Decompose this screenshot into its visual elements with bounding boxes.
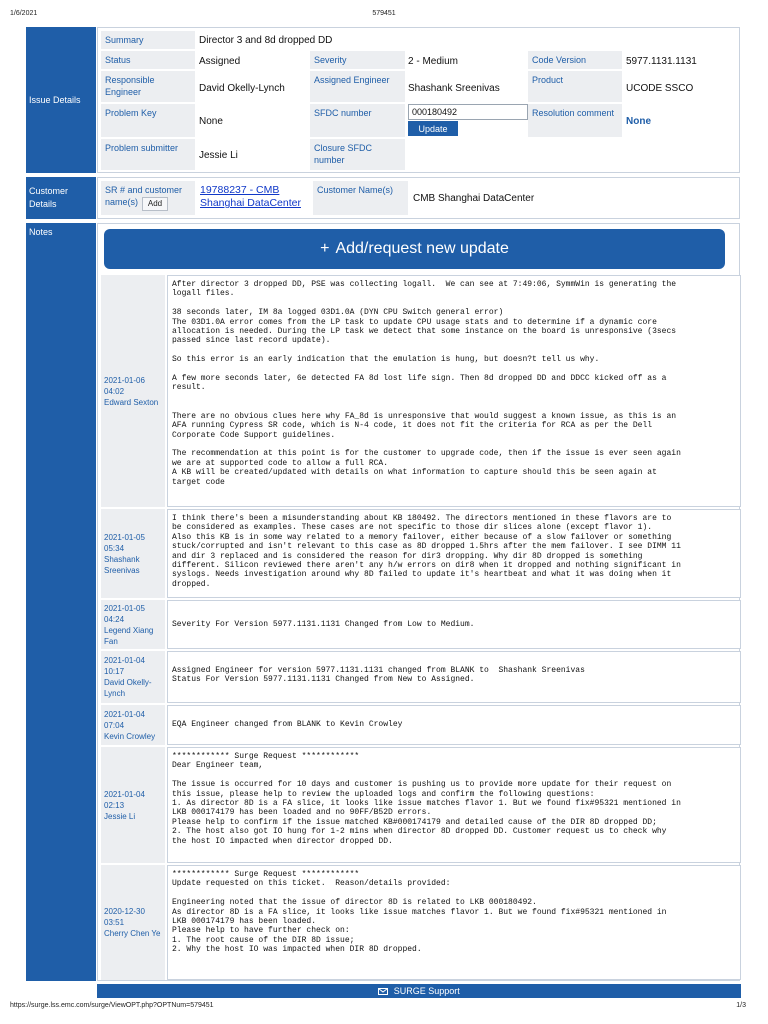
sr-link[interactable] <box>198 181 310 213</box>
summary-label: Summary <box>101 31 195 49</box>
note-date: 2021-01-04 <box>104 789 145 799</box>
section-issue-details: Issue Details <box>26 27 96 173</box>
print-date: 1/6/2021 <box>10 10 38 17</box>
resolution-comment-value[interactable]: None <box>626 116 651 127</box>
note-time: 10:17 <box>104 667 125 676</box>
note-author: Legend Xiang Fan <box>104 625 154 646</box>
note-date: 2021-01-05 <box>104 532 145 542</box>
note-item <box>101 705 741 745</box>
note-time: 02:13 <box>104 800 125 810</box>
note-date: 2021-01-04 <box>104 656 145 665</box>
note-author: Jessie Li <box>104 811 136 821</box>
surge-support-link[interactable] <box>97 984 741 998</box>
add-request-update-button[interactable] <box>104 229 725 269</box>
assigned-engineer-label: Assigned Engineer <box>310 71 405 102</box>
assigned-engineer-value: Shashank Sreenivas <box>408 83 500 94</box>
note-date: 2021-01-04 <box>104 709 145 719</box>
sr-link-text[interactable]: 19788237 - CMB Shanghai DataCenter <box>200 184 301 209</box>
note-time: 03:51 <box>104 918 125 927</box>
note-text: Assigned Engineer for version 5977.1131.1131 changed from BLANK to Shashank Sreenivas Status For Version 5977.1131.1131 Changed from New to Assigned. <box>167 651 741 703</box>
note-author: Cherry Chen Ye <box>104 929 161 938</box>
note-meta <box>101 865 165 980</box>
customer-name-value: CMB Shanghai DataCenter <box>413 193 535 204</box>
severity-value: 2 - Medium <box>408 56 459 67</box>
surge-support-label[interactable]: SURGE Support <box>393 986 460 996</box>
note-time: 04:24 <box>104 614 125 624</box>
note-author: Shashank Sreenivas <box>104 554 140 575</box>
responsible-engineer-label: Responsible Engineer <box>101 71 195 102</box>
problem-key-value: None <box>199 116 223 127</box>
problem-key-label: Problem Key <box>101 104 195 137</box>
note-time: 04:02 <box>104 386 125 396</box>
note-meta <box>101 705 165 745</box>
problem-submitter-label: Problem submitter <box>101 139 195 170</box>
code-version-label: Code Version <box>528 51 622 69</box>
severity-label: Severity <box>310 51 405 69</box>
product-value: UCODE SSCO <box>626 83 694 94</box>
add-request-update-label: Add/request new update <box>335 240 509 257</box>
note-item <box>101 651 741 703</box>
status-label: Status <box>101 51 195 69</box>
note-time: 07:04 <box>104 720 125 730</box>
closure-sfdc-label: Closure SFDC number <box>310 139 405 170</box>
envelope-icon <box>378 984 388 998</box>
note-author: David Okelly-Lynch <box>104 678 152 698</box>
note-date: 2021-01-05 <box>104 603 145 613</box>
customer-name-label: Customer Name(s) <box>313 181 408 215</box>
note-item <box>101 509 741 598</box>
note-text: After director 3 dropped DD, PSE was collecting logall. We can see at 7:49:06, SymmWin is generating the logall files. 38 seconds later, IM 8a logged 03D1.0A (DYN CPU Switch general error) The 03D1.0A error comes from the LP task to update CPU usage stats and to determine if a dynamic core allocation is needed. During the LP task we detect that some instance on the board is unresponsive (3secs passed since last record update). So this error is an early indication that the emulation is hung, but doesn?t tell us why. A few more seconds later, 6e detected FA 8d lost life sign. Then 8d dropped DD and DDCC kicked off as a result. There are no obvious clues here why FA_8d is unresponsive that would suggest a known issue, as this is an AFA running Cypress SR code, which is N-4 code, it does not fit the criteria for RCA as per the Dell Corporate Code Support guidelines. The recommendation at this point is for the customer to upgrade code, then if the issue is ever seen again we are at supported code to allow a full RCA. A KB will be created/updated with details on what information to capture should this be seen again at target code <box>167 275 741 507</box>
resolution-comment-label: Resolution comment <box>528 104 622 137</box>
note-meta <box>101 275 165 507</box>
note-meta <box>101 651 165 703</box>
print-page-number: 1/3 <box>736 1002 746 1009</box>
note-meta <box>101 747 165 863</box>
note-date: 2021-01-06 <box>104 375 145 385</box>
note-time: 05:34 <box>104 543 125 553</box>
responsible-engineer-value: David Okelly-Lynch <box>199 83 285 94</box>
note-item <box>101 600 741 649</box>
sfdc-number-input[interactable] <box>408 104 528 120</box>
note-date: 2020-12-30 <box>104 907 145 916</box>
note-item <box>101 275 741 507</box>
note-text: I think there's been a misunderstanding about KB 180492. The directors mentioned in these flavors are to be considered as examples. These cases are not specific to those dir slices alone (except flavor 1). Also this KB is in some way related to a memory failover, either because of a slow failover or something stuck/corrupted and isn't relevant to this case as 8D dropped 1.5hrs after the mem failover. I see DIMM 11 and dir 3 replaced and is considered the reason for dir3 dropping. Why dir 8D dropped is something different. Silicon reviewed there aren't any h/w errors on dir8 when it dropped and nothing significant in syslogs. Needs investigation around why 8D failed to update it's heartbeat and what it was doing when it dropped. <box>167 509 741 598</box>
print-url: https://surge.lss.emc.com/surge/ViewOPT.php?OPTNum=579451 <box>10 1002 214 1009</box>
problem-submitter-value: Jessie Li <box>199 150 238 161</box>
note-meta <box>101 600 165 649</box>
code-version-value: 5977.1131.1131 <box>626 56 697 67</box>
print-title: 579451 <box>372 10 396 17</box>
note-item <box>101 747 741 863</box>
note-meta <box>101 509 165 598</box>
sfdc-label: SFDC number <box>310 104 405 137</box>
status-value: Assigned <box>199 56 241 67</box>
note-author: Kevin Crowley <box>104 731 156 741</box>
note-text: Severity For Version 5977.1131.1131 Changed from Low to Medium. <box>167 600 741 649</box>
sfdc-update-button[interactable]: Update <box>408 121 458 136</box>
add-sr-button[interactable]: Add <box>142 197 168 211</box>
summary-value: Director 3 and 8d dropped DD <box>199 35 333 46</box>
note-text: EQA Engineer changed from BLANK to Kevin Crowley <box>167 705 741 745</box>
note-item <box>101 865 741 980</box>
print-header <box>0 0 768 20</box>
plus-icon: + <box>320 240 330 257</box>
note-text: ************ Surge Request ************ Dear Engineer team, The issue is occurred for 10 days and customer is pushing us to provide more update for their request on this issue, please help to review the uploaded logs and confirm the following questions: 1. As director 8D is a FA slice, it looks like issue matches flavor 1. But we found fix#95321 mentioned in LKB 000174179 has been loaded and no 90FF/B52D errors. Please help to confirm if the issue matched KB#000174179 and detailed cause of the DIR 8D dropped DD; 2. The host also got IO hung for 1-2 mins when director 8D dropped DD. Customer request us to check why the host IO impacted when director dropped DD. <box>167 747 741 863</box>
product-label: Product <box>528 71 622 102</box>
note-text: ************ Surge Request ************ Update requested on this ticket. Reason/details provided: Engineering noted that the issue of director 8D is related to LKB 000180492. As director 8D is a FA slice, it looks like issue matches flavor 1. But we found fix#95321 mentioned in LKB 000174179 has been loaded. Please help to have further check on: 1. The root cause of the DIR 8D issue; 2. Why the host IO was impacted when DIR 8D dropped. <box>167 865 741 980</box>
sr-customer-label-text: SR # and customer name(s) <box>105 185 183 207</box>
section-customer-details: Customer Details <box>26 177 96 219</box>
note-author: Edward Sexton <box>104 397 159 407</box>
section-notes: Notes <box>26 223 96 981</box>
